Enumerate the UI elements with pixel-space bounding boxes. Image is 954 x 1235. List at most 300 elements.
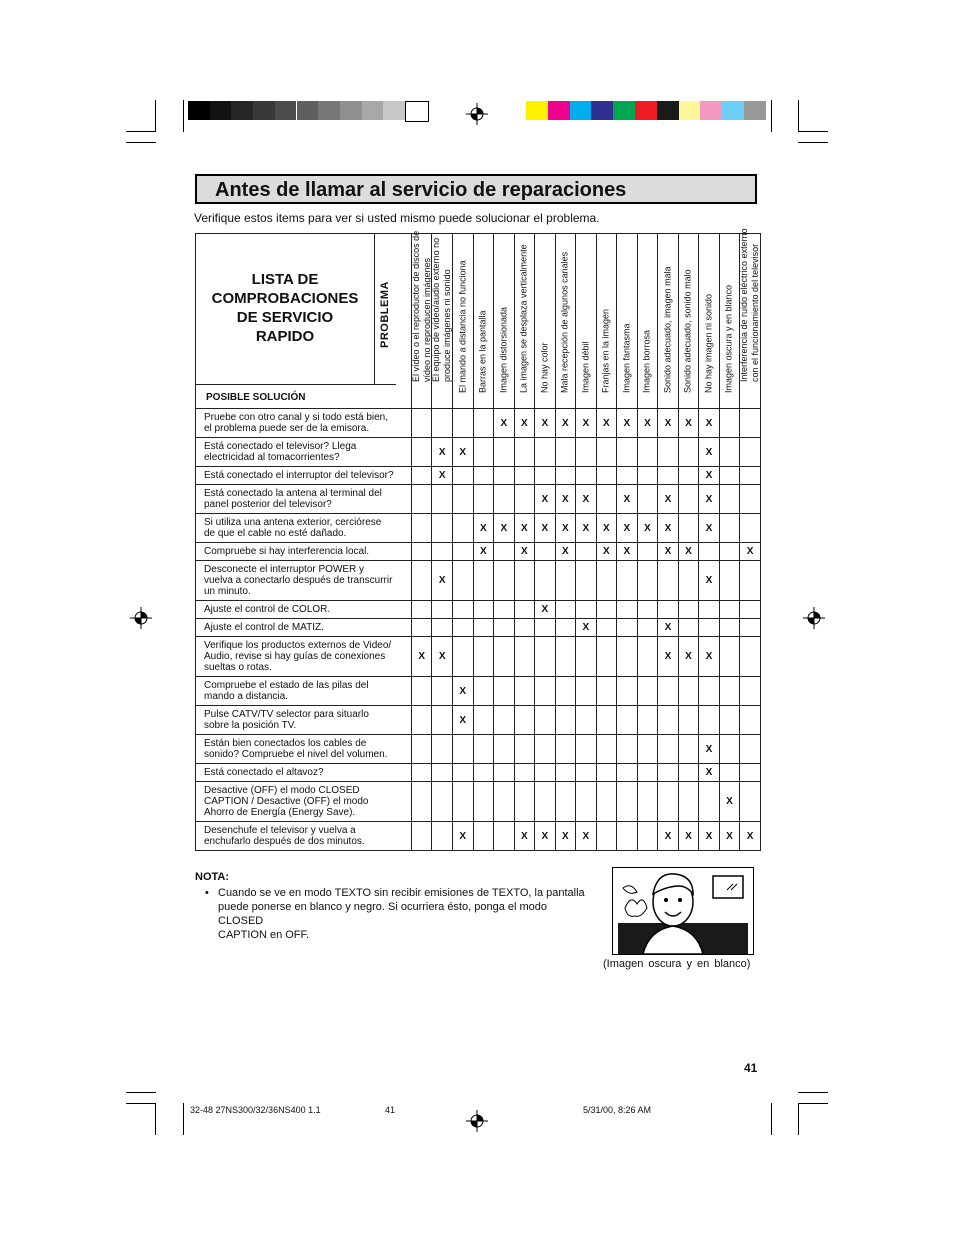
registration-mark-icon [466,103,488,125]
empty-cell [555,561,576,601]
check-mark: X [617,514,638,543]
problem-label: La imagen se desplaza verticalmente [518,244,529,393]
crop-mark [155,1103,156,1135]
empty-cell [699,677,720,706]
problema-label: PROBLEMA [379,281,391,348]
check-mark: X [432,438,453,467]
check-mark: X [617,543,638,561]
check-mark: X [432,467,453,485]
empty-cell [555,735,576,764]
color-swatch [591,101,613,120]
empty-cell [411,764,432,782]
empty-cell [678,467,699,485]
problem-header [576,234,597,409]
check-mark: X [555,409,576,438]
check-mark: X [576,485,597,514]
table-row [196,543,761,561]
empty-cell [432,543,453,561]
empty-cell [535,677,556,706]
table-row [196,677,761,706]
solution-cell [196,514,412,543]
empty-cell [617,561,638,601]
tv-illustration [612,867,754,955]
empty-cell [658,677,679,706]
nota-line: CAPTION en OFF. [218,929,310,941]
empty-cell [535,438,556,467]
check-mark: X [494,409,515,438]
empty-cell [658,438,679,467]
empty-cell [740,467,761,485]
check-mark: X [432,561,453,601]
empty-cell [576,782,597,822]
problem-header [699,234,720,409]
crop-mark [126,1103,156,1104]
empty-cell [411,782,432,822]
nota-line: puede ponerse en blanco y negro. Si ocurriera ésto, ponga el modo CLOSED [218,901,547,927]
empty-cell [473,485,494,514]
solution-cell [196,467,412,485]
solution-text: sobre la posición TV. [204,720,297,731]
check-mark: X [432,637,453,677]
check-mark: X [699,438,720,467]
empty-cell [637,677,658,706]
empty-cell [596,485,617,514]
empty-cell [719,637,740,677]
empty-cell [596,467,617,485]
solution-text: el problema puede ser de la emisora. [204,423,370,434]
check-mark: X [494,514,515,543]
check-mark: X [699,485,720,514]
empty-cell [699,619,720,637]
intro-text: Verifique estos items para ver si usted mismo puede solucionar el problema. [194,211,600,225]
solution-text: un minuto. [204,586,251,597]
empty-cell [740,485,761,514]
empty-cell [411,485,432,514]
empty-cell [494,561,515,601]
check-mark: X [740,543,761,561]
solution-text: Pruebe con otro canal y si todo está bien, [204,412,389,423]
gray-swatch [383,101,405,120]
solution-cell [196,561,412,601]
empty-cell [473,822,494,851]
check-mark: X [473,543,494,561]
empty-cell [494,764,515,782]
problem-header [453,234,474,409]
empty-cell [576,543,597,561]
empty-cell [494,438,515,467]
empty-cell [576,601,597,619]
empty-cell [678,514,699,543]
table-row [196,782,761,822]
empty-cell [637,438,658,467]
empty-cell [494,601,515,619]
empty-cell [740,735,761,764]
empty-cell [658,467,679,485]
solution-text: Ajuste el control de MATIZ. [204,622,324,633]
empty-cell [740,764,761,782]
empty-cell [596,601,617,619]
color-swatch [526,101,548,120]
check-mark: X [411,637,432,677]
table-row [196,514,761,543]
empty-cell [514,485,535,514]
empty-cell [719,735,740,764]
check-mark: X [514,409,535,438]
empty-cell [596,735,617,764]
empty-cell [740,706,761,735]
empty-cell [596,561,617,601]
empty-cell [555,601,576,619]
empty-cell [596,677,617,706]
crop-mark [183,100,184,132]
crop-mark [798,1103,799,1135]
solution-text: Está conectado el interruptor del televisor? [204,470,394,481]
check-mark: X [617,409,638,438]
crop-mark [771,1103,772,1135]
empty-cell [637,601,658,619]
solution-cell [196,409,412,438]
empty-cell [514,706,535,735]
footer-left: 32-48 27NS300/32/36NS400 1.1 [190,1105,321,1115]
color-swatch [657,101,679,120]
check-mark: X [555,485,576,514]
empty-cell [740,601,761,619]
list-title-line: COMPROBACIONES [211,290,359,307]
empty-cell [740,409,761,438]
solution-text: Si utiliza una antena exterior, cerciórese [204,517,382,528]
divider [374,234,375,384]
solution-text: Ahorro de Energía (Energy Save). [204,807,356,818]
check-mark: X [576,822,597,851]
empty-cell [453,619,474,637]
empty-cell [535,764,556,782]
check-mark: X [637,409,658,438]
empty-cell [432,514,453,543]
check-mark: X [596,543,617,561]
empty-cell [719,543,740,561]
empty-cell [678,601,699,619]
empty-cell [719,677,740,706]
empty-cell [411,561,432,601]
empty-cell [555,706,576,735]
empty-cell [453,735,474,764]
empty-cell [555,764,576,782]
empty-cell [699,543,720,561]
table-row [196,822,761,851]
solution-cell [196,438,412,467]
empty-cell [411,409,432,438]
empty-cell [494,706,515,735]
check-mark: X [658,543,679,561]
empty-cell [494,485,515,514]
empty-cell [678,561,699,601]
check-mark: X [658,485,679,514]
problem-label: Sonido adecuado, sonido malo [682,269,693,393]
solution-text: vuelva a conectarlo después de transcurrir [204,575,393,586]
empty-cell [617,438,638,467]
empty-cell [473,619,494,637]
empty-cell [432,677,453,706]
empty-cell [740,619,761,637]
empty-cell [617,637,638,677]
table-row [196,485,761,514]
empty-cell [740,561,761,601]
empty-cell [740,782,761,822]
empty-cell [411,677,432,706]
check-mark: X [514,543,535,561]
empty-cell [535,467,556,485]
empty-cell [453,601,474,619]
problem-header [617,234,638,409]
check-mark: X [678,543,699,561]
problem-label: No hay imagen ni sonido [703,293,714,393]
solution-text: Desenchufe el televisor y vuelva a [204,825,356,836]
solution-text: Verifique los productos externos de Video/ [204,640,392,651]
check-mark: X [699,764,720,782]
problem-header [432,234,453,409]
empty-cell [432,735,453,764]
empty-cell [453,637,474,677]
problem-header [719,234,740,409]
header-left-cell [196,234,412,409]
gray-swatch [405,101,429,122]
table-row [196,735,761,764]
empty-cell [678,619,699,637]
empty-cell [637,619,658,637]
problem-label: Imagen débil [580,341,591,393]
solution-cell [196,764,412,782]
empty-cell [719,706,740,735]
empty-cell [514,467,535,485]
empty-cell [678,782,699,822]
empty-cell [617,735,638,764]
empty-cell [473,735,494,764]
problem-label: vídeo no reproducen imágenes [421,257,432,382]
empty-cell [494,677,515,706]
solution-text: sonido? Compruebe el nivel del volumen. [204,749,388,760]
empty-cell [596,822,617,851]
crop-mark [798,1103,828,1104]
check-mark: X [699,514,720,543]
empty-cell [740,637,761,677]
empty-cell [658,561,679,601]
check-mark: X [453,706,474,735]
check-mark: X [699,735,720,764]
empty-cell [555,619,576,637]
empty-cell [555,438,576,467]
empty-cell [719,514,740,543]
empty-cell [453,485,474,514]
check-mark: X [514,514,535,543]
check-mark: X [658,409,679,438]
empty-cell [576,677,597,706]
empty-cell [678,764,699,782]
empty-cell [719,764,740,782]
problem-header [596,234,617,409]
solution-text: Compruebe el estado de las pilas del [204,680,369,691]
empty-cell [432,782,453,822]
empty-cell [596,764,617,782]
check-mark: X [699,637,720,677]
check-mark: X [658,619,679,637]
problem-label: Interferencia de ruido eléctrico externo [739,228,750,382]
problem-label: El equipo de vídeo/audio externo no [431,237,442,382]
table-row [196,706,761,735]
check-mark: X [740,822,761,851]
empty-cell [473,601,494,619]
problem-label: produce imágenes ni sonido [442,269,453,382]
check-mark: X [699,467,720,485]
empty-cell [678,735,699,764]
empty-cell [535,706,556,735]
empty-cell [658,601,679,619]
empty-cell [432,601,453,619]
check-mark: X [514,822,535,851]
empty-cell [535,637,556,677]
color-swatch [570,101,592,120]
empty-cell [678,438,699,467]
problem-label: Imagen oscura y en blanco [723,284,734,393]
gray-swatch [362,101,384,120]
empty-cell [637,637,658,677]
empty-cell [473,637,494,677]
problem-header [739,228,761,409]
empty-cell [617,782,638,822]
color-swatch [700,101,722,120]
empty-cell [453,543,474,561]
empty-cell [411,543,432,561]
empty-cell [637,543,658,561]
problem-label: Imagen fantasma [621,323,632,393]
empty-cell [719,485,740,514]
check-mark: X [535,514,556,543]
color-swatch [679,101,701,120]
empty-cell [637,764,658,782]
gray-swatch [275,101,297,120]
troubleshooting-table [195,228,761,851]
empty-cell [719,561,740,601]
empty-cell [535,561,556,601]
crop-mark [155,100,156,132]
empty-cell [617,677,638,706]
empty-cell [432,822,453,851]
problem-header [658,234,679,409]
empty-cell [535,782,556,822]
nota-section [195,871,595,942]
crop-mark [126,1092,156,1093]
check-mark: X [678,822,699,851]
problem-header [637,234,658,409]
empty-cell [555,782,576,822]
check-mark: X [678,637,699,677]
empty-cell [535,735,556,764]
empty-cell [617,822,638,851]
empty-cell [453,409,474,438]
registration-mark-icon [466,1110,488,1132]
empty-cell [411,438,432,467]
empty-cell [637,782,658,822]
problem-header [494,234,515,409]
gray-swatch [340,101,362,120]
empty-cell [494,619,515,637]
solution-text: sueltas o rotas. [204,662,272,673]
check-mark: X [453,438,474,467]
solution-cell [196,782,412,822]
check-mark: X [535,601,556,619]
empty-cell [473,764,494,782]
empty-cell [617,619,638,637]
gray-swatch [231,101,253,120]
check-mark: X [719,782,740,822]
list-title-line: RAPIDO [255,328,315,345]
empty-cell [432,409,453,438]
empty-cell [596,619,617,637]
problem-label: Imagen borrosa [641,329,652,393]
check-mark: X [453,677,474,706]
empty-cell [699,601,720,619]
table-row [196,601,761,619]
solution-text: enchufarlo después de dos minutos. [204,836,365,847]
solution-cell [196,677,412,706]
check-mark: X [699,822,720,851]
check-mark: X [576,514,597,543]
check-mark: X [596,409,617,438]
empty-cell [576,706,597,735]
gray-swatch [253,101,275,120]
solution-text: Está conectado la antena al terminal del [204,488,382,499]
check-mark: X [453,822,474,851]
footer-center: 41 [385,1105,396,1115]
nota-text [218,886,595,942]
empty-cell [699,706,720,735]
empty-cell [617,467,638,485]
empty-cell [473,409,494,438]
crop-mark [798,100,799,132]
problem-header [678,234,699,409]
empty-cell [514,637,535,677]
solution-cell [196,735,412,764]
empty-cell [637,822,658,851]
check-mark: X [658,514,679,543]
crop-mark [798,131,828,132]
empty-cell [453,764,474,782]
problem-header [535,234,556,409]
solution-cell [196,706,412,735]
empty-cell [514,561,535,601]
empty-cell [576,467,597,485]
crop-mark [798,142,828,143]
empty-cell [411,619,432,637]
check-mark: X [473,514,494,543]
empty-cell [719,601,740,619]
empty-cell [576,764,597,782]
empty-cell [494,543,515,561]
check-mark: X [617,485,638,514]
solution-cell [196,485,412,514]
solution-text: Están bien conectados los cables de [204,738,367,749]
registration-mark-icon [803,607,825,629]
crop-mark [183,1103,184,1135]
solution-cell [196,543,412,561]
check-mark: X [576,619,597,637]
table-header-row [196,234,761,409]
empty-cell [514,677,535,706]
empty-cell [432,619,453,637]
problem-label: El vídeo o el reproductor de discos de [410,230,421,382]
solution-text: panel posterior del televisor? [204,499,332,510]
problem-label: Barras en la pantalla [477,310,488,393]
problem-label: Imagen distorsionada [498,306,509,393]
